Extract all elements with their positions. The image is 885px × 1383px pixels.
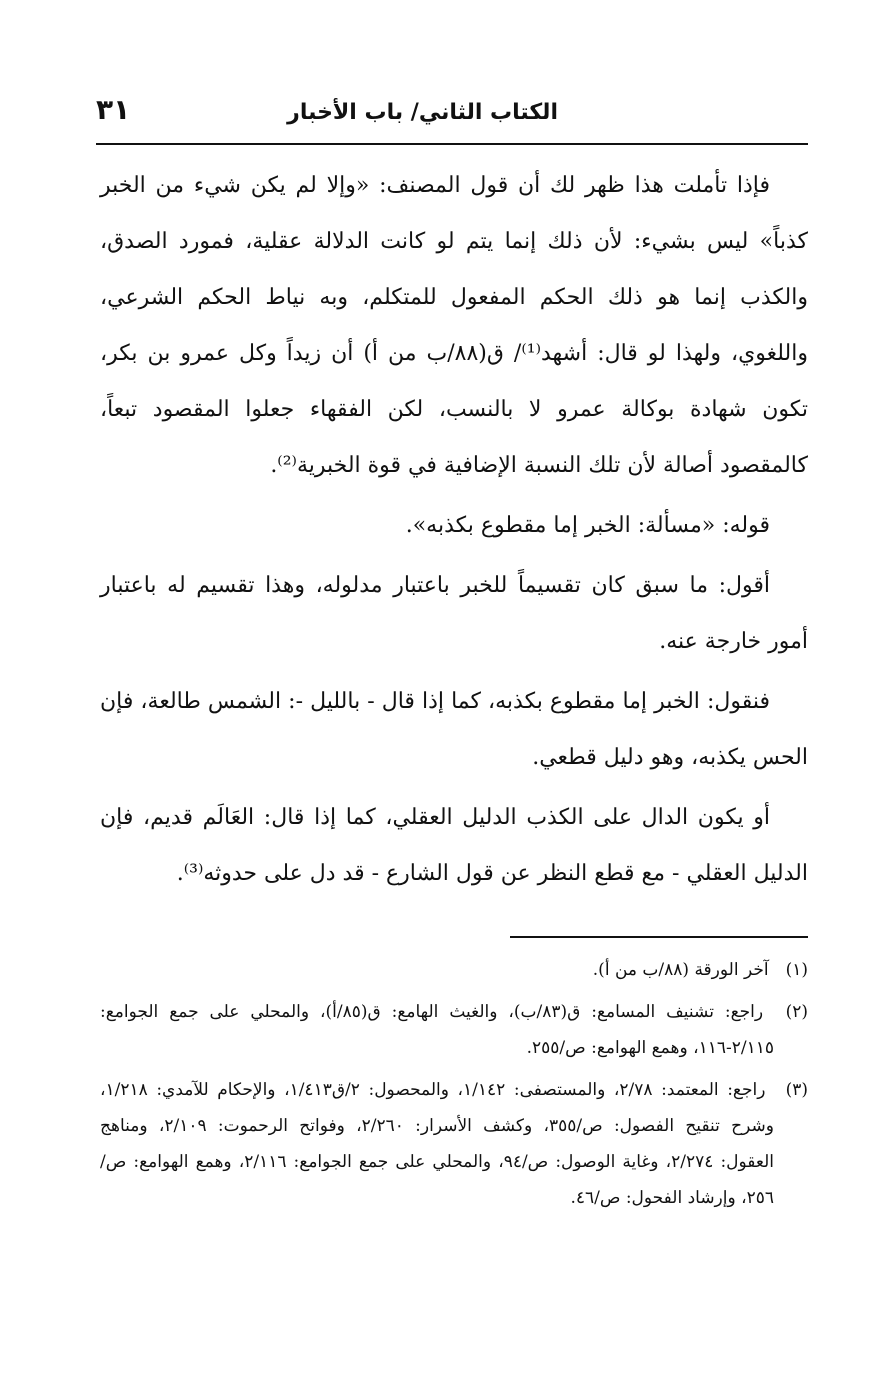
footnote: [100, 952, 808, 988]
footnote-number: (٢): [785, 1002, 809, 1022]
footnote: [100, 1072, 808, 1216]
paragraph: أقول: ما سبق كان تقسيماً للخبر باعتبار مدلوله، وهذا تقسيم له باعتبار أمور خارجة عنه.: [100, 573, 808, 654]
paragraph: فإذا تأملت هذا ظهر لك أن قول المصنف: «وإلا لم يكن شيء من الخبر كذباً» ليس بشيء: لأن ذلك إنما يتم لو كانت الدلالة عقلية، فمورد الصدق، والكذب إنما هو ذلك الحكم المفعول للمتكلم، وبه نياط الحكم الشرعي، واللغوي، ولهذا لو قال: أشهد⁽¹⁾/ ق(٨٨/ب من أ) أن زيداً وكل عمرو بن بكر، تكون شهادة بوكالة عمرو لا بالنسب، لكن الفقهاء جعلوا المقصود تبعاً، كالمقصود أصالة لأن تلك النسبة الإضافية في قوة الخبرية⁽²⁾.: [100, 173, 808, 478]
footnote-text: آخر الورقة (٨٨/ب من أ).: [592, 960, 769, 980]
running-title: الكتاب الثاني/ باب الأخبار: [287, 100, 558, 125]
footnote-text: راجع: المعتمد: ٢/٧٨، والمستصفى: ١/١٤٢، والمحصول: ٢/ق١/٤١٣، والإحكام للآمدي: ١/٢١٨، وشرح تنقيح الفصول: ص/٣٥٥، وكشف الأسرار: ٢/٢٦٠، وفواتح الرحموت: ٢/١٠٩، ومناهج العقول: ٢/٢٧٤، وغاية الوصول: ص/٩٤، والمحلي على جمع الجوامع: ٢/١١٦، وهمع الهوامع: ص/٢٥٦، وإرشاد الفحول: ص/٤٦.: [100, 1080, 775, 1208]
footnote-divider: [510, 936, 808, 938]
paragraph: قوله: «مسألة: الخبر إما مقطوع بكذبه».: [405, 513, 770, 538]
footnote-text: راجع: تشنيف المسامع: ق(٨٣/ب)، والغيث الهامع: ق(٨٥/أ)، والمحلي على جمع الجوامع: ٢/١١٥-١١٦، وهمع الهوامع: ص/٢٥٥.: [100, 1002, 774, 1058]
main-text: [100, 158, 808, 906]
footnote-number: (١): [785, 960, 808, 980]
page-header: [96, 92, 808, 136]
paragraph: فنقول: الخبر إما مقطوع بكذبه، كما إذا قال - بالليل -: الشمس طالعة، فإن الحس يكذبه، وهو دليل قطعي.: [100, 689, 808, 770]
footnotes: [100, 952, 808, 1222]
footnote: [100, 994, 808, 1066]
page-number: ٣١: [96, 93, 131, 126]
footnote-number: (٣): [785, 1080, 808, 1100]
paragraph: أو يكون الدال على الكذب الدليل العقلي، كما إذا قال: العَالَم قديم، فإن الدليل العقلي - مع قطع النظر عن قول الشارع - قد دل على حدوثه⁽³⁾.: [100, 805, 808, 886]
header-divider: [96, 143, 808, 145]
